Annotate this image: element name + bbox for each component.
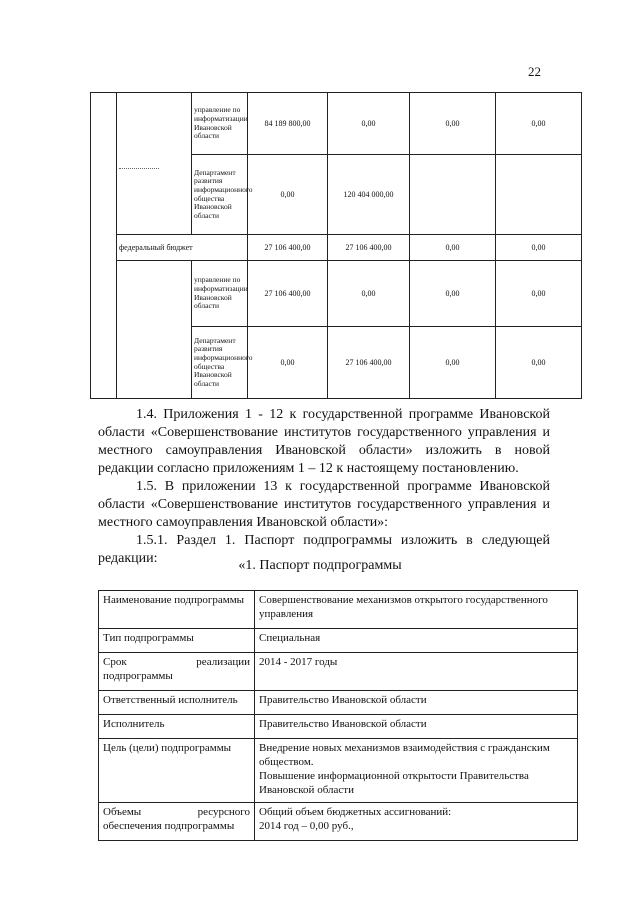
table-row xyxy=(91,261,582,327)
label-cell xyxy=(99,803,255,841)
recipient-cell: Департамент развития информационного общества Ивановской области xyxy=(192,327,248,399)
value-cell: Совершенствование механизмов открытого государственного управления xyxy=(255,591,578,629)
value-cell: 0,00 xyxy=(496,93,582,155)
label-line: обеспечения подпрограммы xyxy=(103,820,235,832)
value-cell: 27 106 400,00 xyxy=(328,327,410,399)
value-cell: 0,00 xyxy=(328,261,410,327)
body-text xyxy=(98,406,550,568)
goal-line: Повышение информационной открытости Правительства Ивановской области xyxy=(259,770,529,796)
value-cell: 27 106 400,00 xyxy=(248,235,328,261)
table-cell xyxy=(117,261,192,399)
paragraph-1-4: 1.4. Приложения 1 - 12 к государственной программе Ивановской области «Совершенствование институтов государственного управления и местного самоуправления Ивановской области» изложить в новой редакции согласно приложениям 1 – 12 к настоящему постановлению. xyxy=(98,407,550,476)
label-cell: Наименование подпрограммы xyxy=(99,591,255,629)
value-cell: 2014 - 2017 годы xyxy=(255,653,578,691)
budget-table xyxy=(90,92,582,399)
label-cell xyxy=(99,653,255,691)
recipient-cell: Департамент развития информационного общества Ивановской области xyxy=(192,155,248,235)
label-word: реализации xyxy=(196,656,250,668)
table-row xyxy=(99,803,578,841)
source-cell xyxy=(117,93,192,235)
passport-title: «1. Паспорт подпрограммы xyxy=(238,558,402,573)
value-cell: 0,00 xyxy=(410,261,496,327)
value-cell: Специальная xyxy=(255,629,578,653)
label-word: Срок xyxy=(103,656,127,668)
table-row xyxy=(99,591,578,629)
value-cell: 0,00 xyxy=(496,235,582,261)
label-line: подпрограммы xyxy=(103,670,173,682)
value-cell: 0,00 xyxy=(496,261,582,327)
passport-table xyxy=(98,590,578,841)
value-cell: 84 189 800,00 xyxy=(248,93,328,155)
table-row xyxy=(91,235,582,261)
value-cell: 0,00 xyxy=(248,327,328,399)
table-row xyxy=(99,715,578,739)
label-line xyxy=(103,655,250,669)
label-cell: Тип подпрограммы xyxy=(99,629,255,653)
value-cell: 0,00 xyxy=(496,327,582,399)
value-cell: Правительство Ивановской области xyxy=(255,691,578,715)
scribble-mark xyxy=(119,168,159,171)
page-number: 22 xyxy=(528,64,541,79)
table-row xyxy=(99,653,578,691)
label-line xyxy=(103,805,250,819)
table-row xyxy=(91,93,582,155)
funding-line: Общий объем бюджетных ассигнований: xyxy=(259,806,452,818)
goal-line: Внедрение новых механизмов взаимодействия с гражданским обществом. xyxy=(259,742,550,768)
funding-line: 2014 год – 0,00 руб., xyxy=(259,820,354,832)
value-cell: 0,00 xyxy=(410,93,496,155)
table-cell xyxy=(91,93,117,399)
value-cell: Правительство Ивановской области xyxy=(255,715,578,739)
value-cell xyxy=(410,155,496,235)
table-row xyxy=(99,629,578,653)
value-cell xyxy=(255,803,578,841)
label-word: ресурсного xyxy=(197,806,250,818)
value-cell: 0,00 xyxy=(410,235,496,261)
value-cell: 27 106 400,00 xyxy=(328,235,410,261)
label-cell: Цель (цели) подпрограммы xyxy=(99,739,255,803)
paragraph-1-5-1: 1.5.1. Раздел 1. Паспорт подпрограммы изложить в следующей редакции: xyxy=(98,533,550,566)
value-cell: 0,00 xyxy=(328,93,410,155)
value-cell: 0,00 xyxy=(410,327,496,399)
label-cell: Исполнитель xyxy=(99,715,255,739)
recipient-cell: управление по информатизации Ивановской области xyxy=(192,93,248,155)
value-cell xyxy=(496,155,582,235)
table-row xyxy=(99,739,578,803)
label-cell: Ответственный исполнитель xyxy=(99,691,255,715)
value-cell: 27 106 400,00 xyxy=(248,261,328,327)
source-cell: федеральный бюджет xyxy=(117,235,248,261)
paragraph-1-5: 1.5. В приложении 13 к государственной программе Ивановской области «Совершенствование институтов государственного управления и местного самоуправления Ивановской области»: xyxy=(98,479,550,530)
value-cell: 120 404 000,00 xyxy=(328,155,410,235)
value-cell: 0,00 xyxy=(248,155,328,235)
value-cell xyxy=(255,739,578,803)
recipient-cell: управление по информатизации Ивановской области xyxy=(192,261,248,327)
table-row xyxy=(99,691,578,715)
label-word: Объемы xyxy=(103,806,142,818)
